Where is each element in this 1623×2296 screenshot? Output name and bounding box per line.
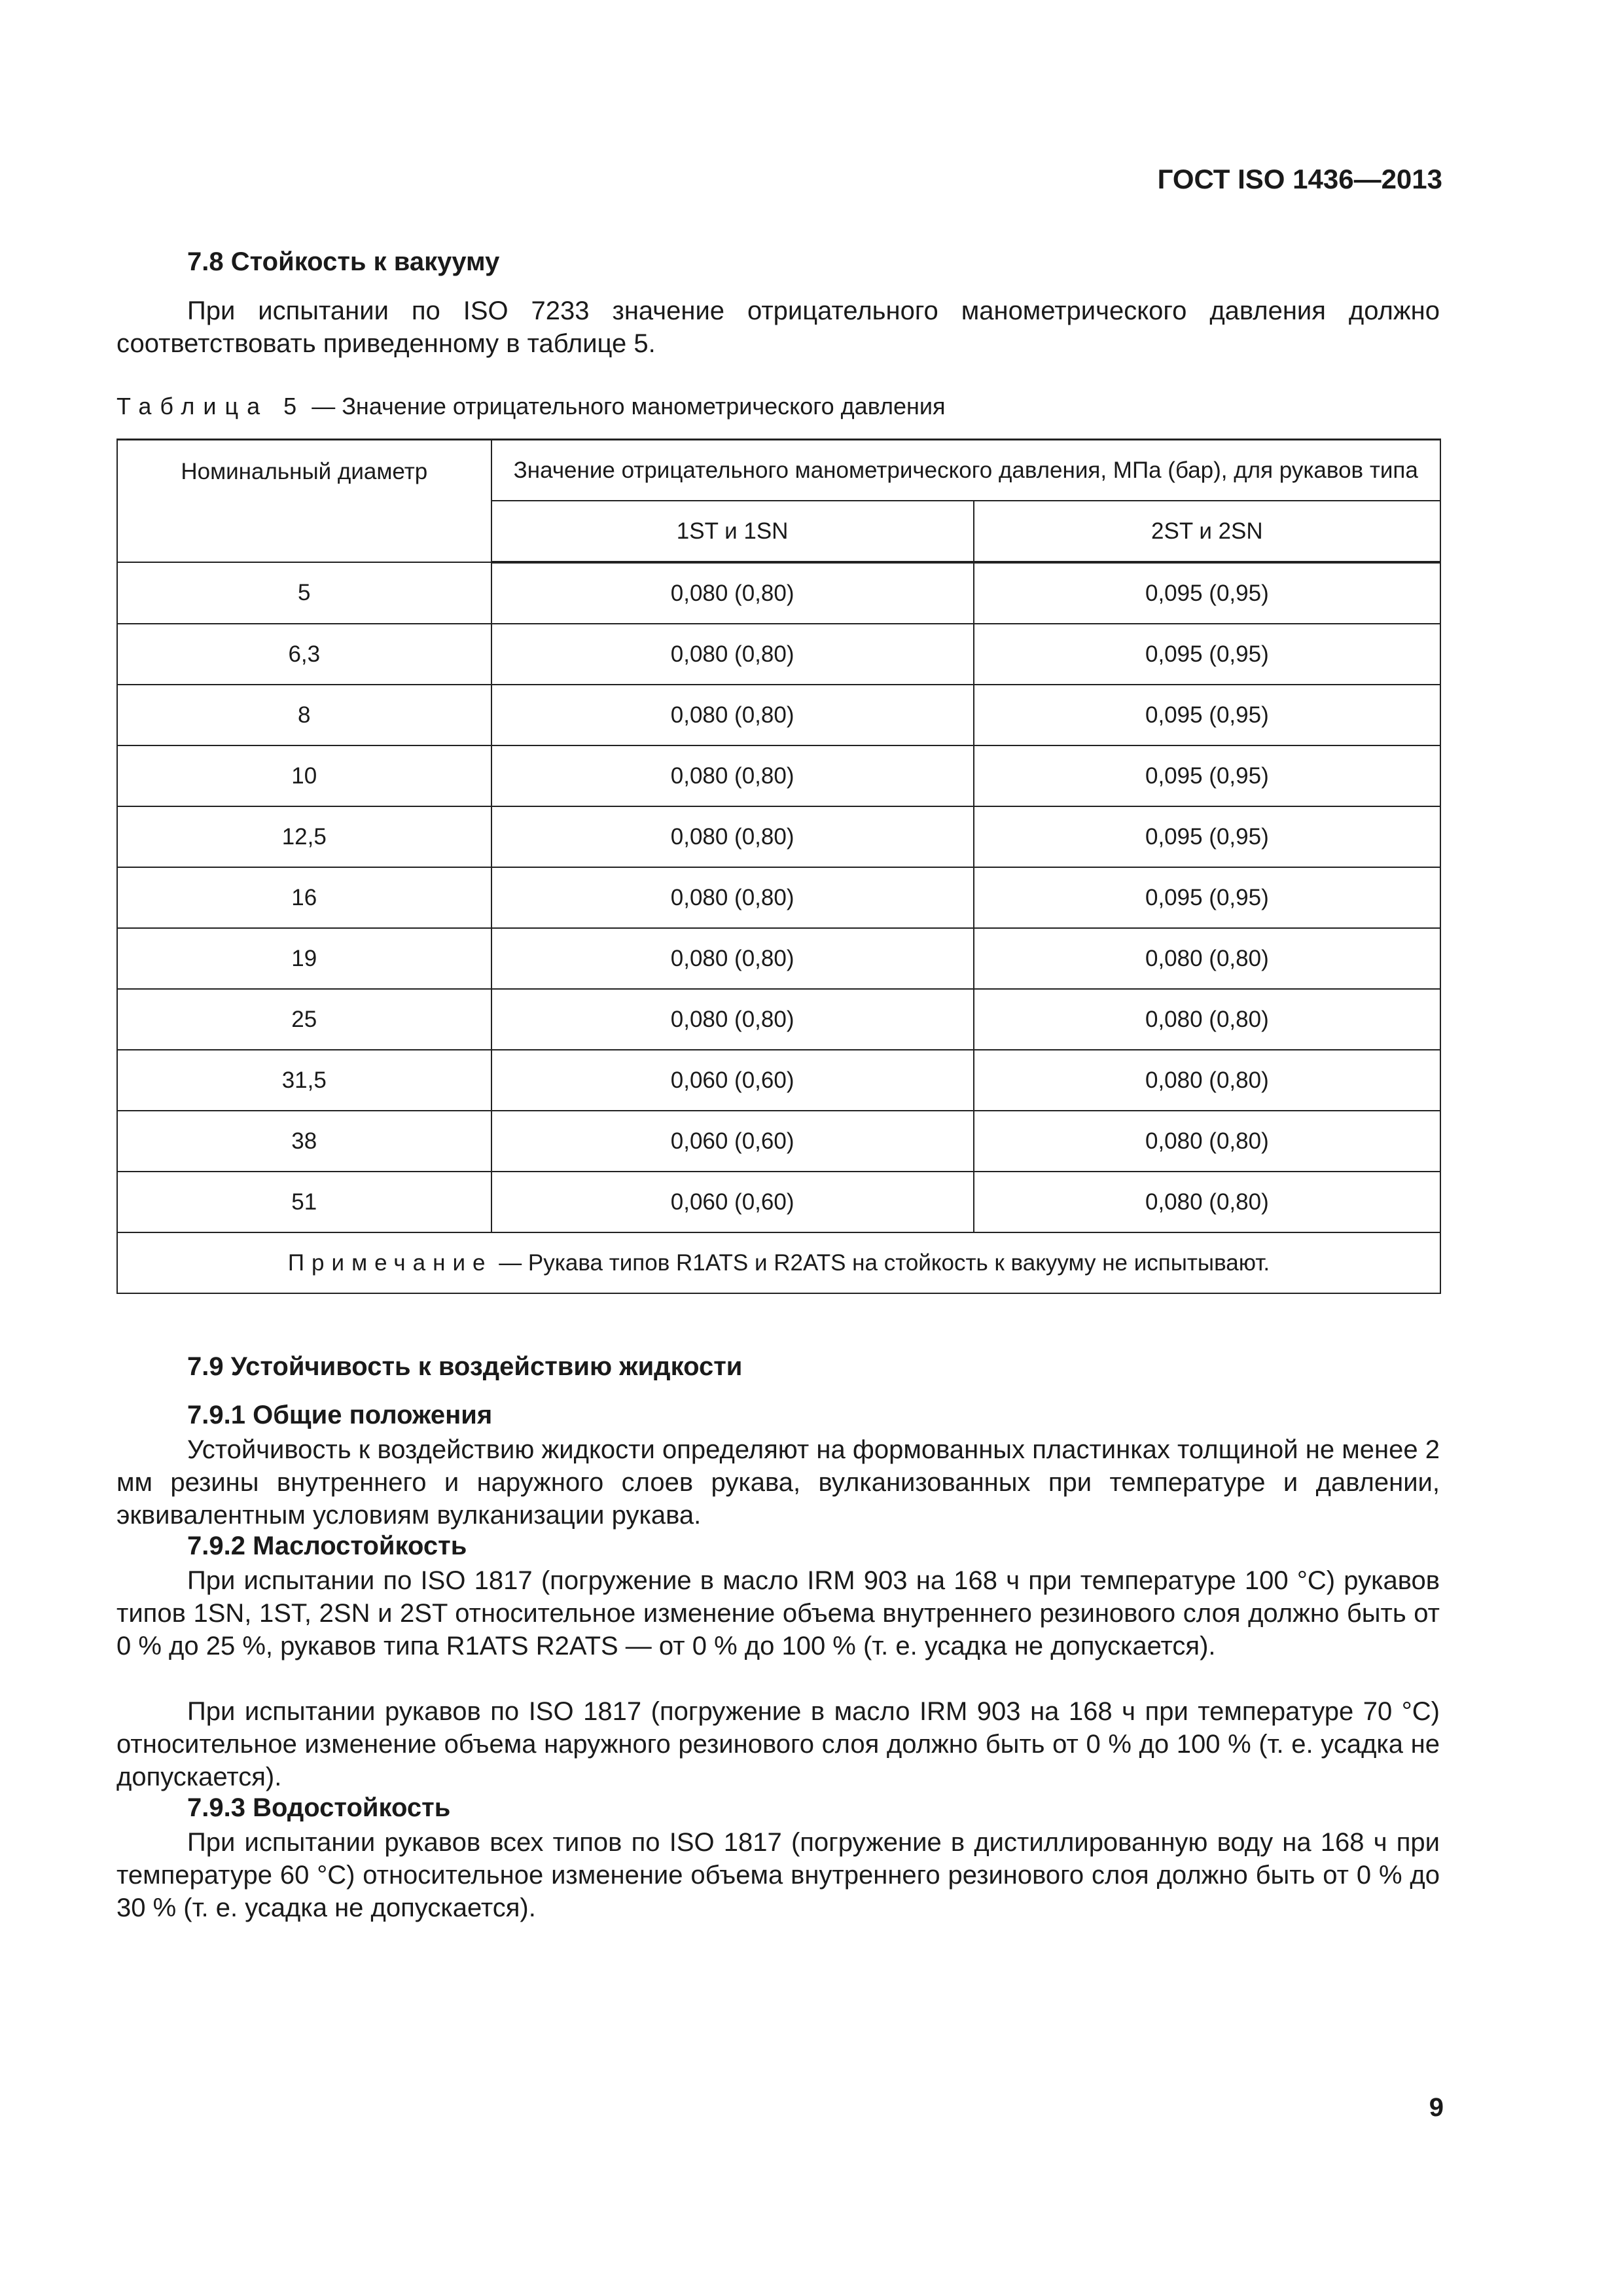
header-type-1: 1ST и 1SN: [491, 501, 974, 562]
cell-pressure-type-1: 0,060 (0,60): [491, 1111, 974, 1172]
table-caption: [116, 393, 946, 420]
table-row: [117, 867, 1440, 928]
cell-diameter: 12,5: [117, 806, 491, 867]
table-row: [117, 1050, 1440, 1111]
section-7-8-paragraph: При испытании по ISO 7233 значение отрицательного манометрического давления должно соответствовать приведенному в таблице 5.: [116, 296, 1440, 358]
cell-pressure-type-1: 0,080 (0,80): [491, 624, 974, 685]
cell-pressure-type-2: 0,095 (0,95): [974, 806, 1440, 867]
table-note-row: [117, 1232, 1440, 1293]
cell-pressure-type-1: 0,080 (0,80): [491, 806, 974, 867]
cell-pressure-type-1: 0,080 (0,80): [491, 745, 974, 806]
cell-pressure-type-2: 0,080 (0,80): [974, 989, 1440, 1050]
section-7-9-3-title: 7.9.3 Водостойкость: [187, 1793, 451, 1822]
table-row: [117, 1111, 1440, 1172]
cell-pressure-type-1: 0,080 (0,80): [491, 867, 974, 928]
section-7-9-2-paragraph-2: При испытании рукавов по ISO 1817 (погружение в масло IRM 903 на 168 ч при температуре 70 °С) относительное изменение объема наружного резинового слоя должно быть от 0 % до 100 % (т. е. усадка не допускается).: [116, 1697, 1440, 1791]
cell-diameter: 6,3: [117, 624, 491, 685]
section-7-8-title: 7.8 Стойкость к вакууму: [187, 247, 500, 276]
table-row: [117, 685, 1440, 745]
section-7-9-2-paragraph-1: При испытании по ISO 1817 (погружение в масло IRM 903 на 168 ч при температуре 100 °С) рукавов типов 1SN, 1ST, 2SN и 2ST относительное изменение объема внутреннего резинового слоя должно быть от 0 % до 25 %, рукавов типа R1ATS R2ATS — от 0 % до 100 % (т. е. усадка не допускается).: [116, 1566, 1440, 1660]
page-number: 9: [1429, 2093, 1444, 2122]
cell-pressure-type-2: 0,095 (0,95): [974, 867, 1440, 928]
section-7-9-title: 7.9 Устойчивость к воздействию жидкости: [187, 1352, 743, 1381]
document-code: ГОСТ ISO 1436—2013: [1157, 164, 1442, 194]
cell-diameter: 5: [117, 562, 491, 624]
table-caption-text: — Значение отрицательного манометрического давления: [305, 393, 946, 420]
cell-pressure-type-2: 0,080 (0,80): [974, 928, 1440, 989]
pressure-table: [116, 439, 1441, 1294]
header-diameter: Номинальный диаметр: [117, 440, 491, 563]
cell-diameter: 8: [117, 685, 491, 745]
header-type-2: 2ST и 2SN: [974, 501, 1440, 562]
cell-pressure-type-1: 0,080 (0,80): [491, 562, 974, 624]
cell-pressure-type-2: 0,095 (0,95): [974, 624, 1440, 685]
table-row: [117, 745, 1440, 806]
cell-pressure-type-2: 0,095 (0,95): [974, 562, 1440, 624]
note-text: — Рукава типов R1ATS и R2ATS на стойкость к вакууму не испытывают.: [492, 1249, 1270, 1276]
cell-pressure-type-1: 0,060 (0,60): [491, 1050, 974, 1111]
table-note: [117, 1232, 1440, 1293]
cell-diameter: 25: [117, 989, 491, 1050]
cell-pressure-type-1: 0,080 (0,80): [491, 989, 974, 1050]
table-row: [117, 1172, 1440, 1232]
cell-pressure-type-2: 0,095 (0,95): [974, 745, 1440, 806]
cell-pressure-type-2: 0,080 (0,80): [974, 1172, 1440, 1232]
cell-pressure-type-2: 0,080 (0,80): [974, 1111, 1440, 1172]
section-7-9-2-title: 7.9.2 Маслостойкость: [187, 1532, 467, 1560]
table-row: [117, 989, 1440, 1050]
cell-diameter: 10: [117, 745, 491, 806]
table-row: [117, 806, 1440, 867]
cell-diameter: 51: [117, 1172, 491, 1232]
cell-pressure-type-1: 0,060 (0,60): [491, 1172, 974, 1232]
cell-diameter: 38: [117, 1111, 491, 1172]
cell-pressure-type-2: 0,095 (0,95): [974, 685, 1440, 745]
table-caption-label: Таблица 5: [116, 393, 306, 420]
header-pressure-group: Значение отрицательного манометрического давления, МПа (бар), для рукавов типа: [491, 440, 1440, 501]
table-row: [117, 562, 1440, 624]
table-row: [117, 624, 1440, 685]
note-label: Примечание: [287, 1249, 493, 1276]
cell-diameter: 19: [117, 928, 491, 989]
cell-pressure-type-2: 0,080 (0,80): [974, 1050, 1440, 1111]
table-row: [117, 928, 1440, 989]
table-header-row: [117, 440, 1440, 501]
cell-diameter: 31,5: [117, 1050, 491, 1111]
cell-pressure-type-1: 0,080 (0,80): [491, 928, 974, 989]
section-7-9-1-title: 7.9.1 Общие положения: [187, 1401, 493, 1429]
section-7-9-3-paragraph: При испытании рукавов всех типов по ISO 1817 (погружение в дистиллированную воду на 168 ч при температуре 60 °С) относительное изменение объема внутреннего резинового слоя должно быть от 0 % до 30 % (т. е. усадка не допускается).: [116, 1828, 1440, 1922]
cell-pressure-type-1: 0,080 (0,80): [491, 685, 974, 745]
section-7-9-1-paragraph: Устойчивость к воздействию жидкости определяют на формованных пластинках толщиной не менее 2 мм резины внутреннего и наружного слоев рукава, вулканизованных при температуре и давлении, эквивалентным условиям вулканизации рукава.: [116, 1435, 1440, 1530]
cell-diameter: 16: [117, 867, 491, 928]
